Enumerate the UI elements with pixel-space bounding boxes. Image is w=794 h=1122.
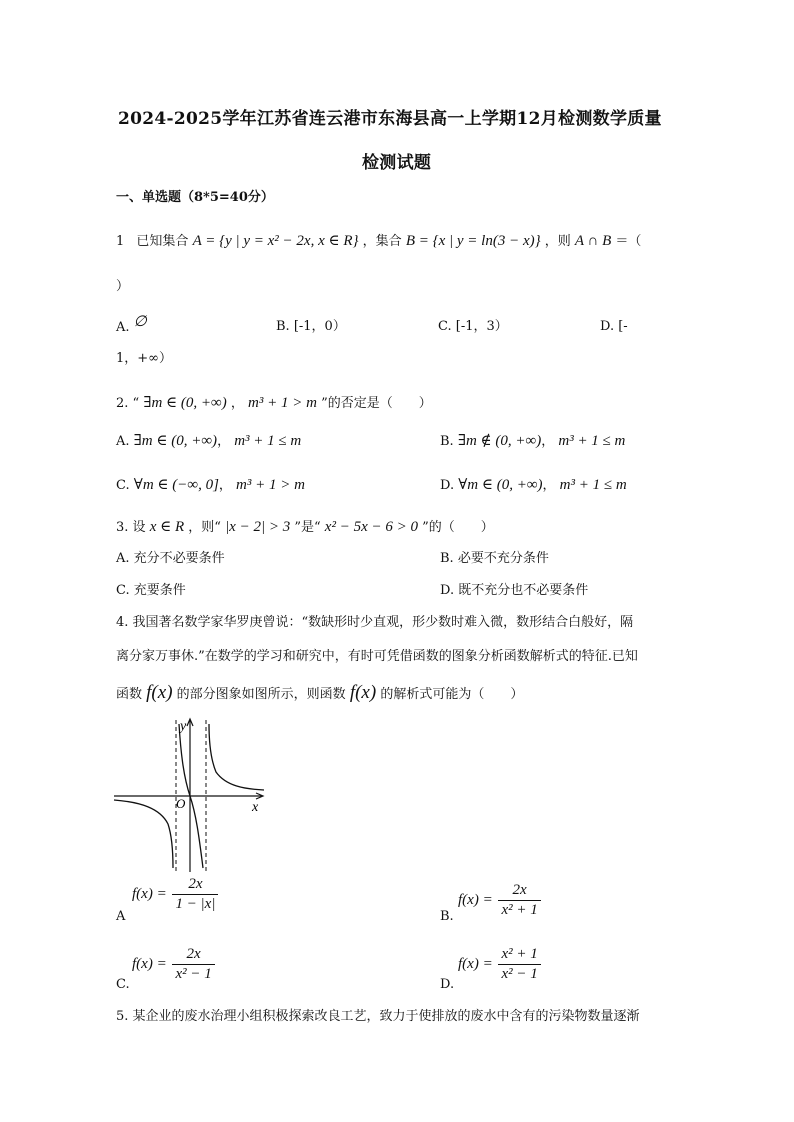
q2-comma: ， — [230, 396, 244, 411]
q4-option-c-label: C. — [116, 977, 130, 992]
q2-a-inequality: m³ + 1 ≤ m — [234, 433, 302, 449]
q2-option-a: A. ∃m ∈ (0, +∞)， m³ + 1 ≤ m — [116, 433, 302, 449]
q1-option-d: D. [- — [600, 319, 628, 334]
numerator: 2x — [188, 876, 203, 892]
section-heading: 一、单选题（8*5=40分） — [116, 190, 274, 205]
q2-c-inequality: m³ + 1 > m — [236, 477, 305, 493]
q1-option-d-continued: 1，+∞） — [116, 351, 172, 366]
intersection-expr: A ∩ B — [574, 233, 612, 249]
q2-inequality: m³ + 1 > m — [248, 395, 317, 411]
q2-option-b: B. ∃m ∉ (0, +∞)， m³ + 1 ≤ m — [440, 433, 626, 449]
option-label: D. — [440, 478, 455, 493]
q2-a-quantifier: ∃m ∈ (0, +∞) — [133, 433, 218, 449]
q3-prefix: 3. 设 — [116, 520, 146, 535]
origin-label: O — [176, 796, 186, 811]
numerator: x² + 1 — [501, 946, 538, 962]
curve-left-branch — [114, 800, 173, 868]
denominator: x² − 1 — [172, 964, 214, 983]
q3-quadratic-inequality: x² − 5x − 6 > 0 — [324, 519, 418, 535]
q2-c-quantifier: ∀m ∈ (−∞, 0] — [133, 477, 219, 493]
q1-close-paren: ） — [116, 279, 130, 294]
q4-line-1: 4. 我国著名数学家华罗庚曾说：“数缺形时少直观，形少数时难入微，数形结合白般好，隔 — [116, 615, 634, 630]
empty-set-symbol: ∅ — [133, 314, 147, 330]
set-b-formula: B = {x | y = ln(3 − x)} — [405, 233, 541, 249]
q3-option-c: C. 充要条件 — [116, 583, 186, 598]
q4-function-symbol: f(x) — [146, 682, 173, 703]
option-label: C. — [116, 478, 130, 493]
q4-function-symbol: f(x) — [349, 682, 377, 703]
q2-suffix: ”的否定是（ ） — [321, 396, 432, 411]
lhs: f(x) = — [458, 955, 493, 972]
q4-option-b-formula — [458, 882, 541, 919]
q3-text-3: ”的（ ） — [422, 520, 494, 535]
option-label: A. — [116, 434, 130, 449]
q2-option-d: D. ∀m ∈ (0, +∞)， m³ + 1 ≤ m — [440, 477, 627, 493]
q4-option-b-label: B. — [440, 909, 454, 924]
q1-text-4: ＝（ — [615, 234, 642, 249]
numerator: 2x — [186, 946, 201, 962]
numerator: 2x — [512, 882, 527, 898]
q2-d-inequality: m³ + 1 ≤ m — [559, 477, 627, 493]
q3-option-b: B. 必要不充分条件 — [440, 551, 549, 566]
q4-option-c-formula — [132, 946, 215, 983]
q2-prefix: 2. “ — [116, 396, 140, 411]
lhs: f(x) = — [458, 891, 493, 908]
q4-option-a-formula — [132, 876, 218, 913]
q2-condition: ∃m ∈ (0, +∞) — [143, 395, 227, 411]
q4-option-d-label: D. — [440, 977, 455, 992]
q1-option-a — [116, 314, 147, 337]
q1-text-1: 已知集合 — [136, 234, 189, 249]
q2-b-quantifier: ∃m ∉ (0, +∞) — [457, 433, 542, 449]
q4-line-2: 离分家万事休.”在数学的学习和研究中，有时可凭借函数的图象分析函数解析式的特征.已知 — [116, 649, 638, 664]
x-axis-label: x — [252, 800, 259, 815]
question-number: 1 — [116, 234, 125, 249]
q4-text-b: 的部分图象如图所示，则函数 — [176, 687, 346, 702]
q1-text-3: ，则 — [544, 234, 571, 249]
q2-option-c: C. ∀m ∈ (−∞, 0]， m³ + 1 > m — [116, 477, 305, 493]
q1-text-2: ，集合 — [362, 234, 402, 249]
page-title-line1: 2024-2025学年江苏省连云港市东海县高一上学期12月检测数学质量 — [118, 109, 662, 129]
q2-b-inequality: m³ + 1 ≤ m — [558, 433, 626, 449]
q4-text-c: 的解析式可能为（ ） — [380, 687, 524, 702]
page-title-line2: 检测试题 — [362, 153, 432, 173]
lhs: f(x) = — [132, 955, 167, 972]
denominator: 1 − |x| — [172, 894, 218, 913]
option-label: A. — [116, 320, 130, 335]
option-label: B. — [440, 434, 454, 449]
q4-line-3 — [116, 684, 523, 704]
set-a-formula: A = {y | y = x² − 2x, x ∈ R} — [192, 233, 359, 249]
q3-domain: x ∈ R — [149, 519, 185, 535]
q4-option-d-formula — [458, 946, 541, 983]
q1-option-c: C. [-1，3） — [438, 319, 508, 334]
q3-option-a: A. 充分不必要条件 — [116, 551, 225, 566]
q2-d-quantifier: ∀m ∈ (0, +∞) — [458, 477, 543, 493]
curve-right-branch — [209, 724, 264, 790]
q4-option-a-label: A — [116, 909, 126, 924]
y-axis-label: y — [180, 719, 187, 734]
function-graph — [110, 716, 270, 876]
q3-option-d: D. 既不充分也不必要条件 — [440, 583, 589, 598]
lhs: f(x) = — [132, 885, 167, 902]
q1-option-b: B. [-1，0） — [276, 319, 346, 334]
denominator: x² + 1 — [498, 900, 540, 919]
question-2-line — [116, 394, 432, 413]
q5-line-1: 5. 某企业的废水治理小组积极探索改良工艺，致力于使排放的废水中含有的污染物数量逐渐 — [116, 1009, 640, 1024]
denominator: x² − 1 — [498, 964, 540, 983]
q4-text-a: 函数 — [116, 687, 143, 702]
q3-text-2: ”是“ — [294, 520, 321, 535]
q3-text-1: ，则“ — [188, 520, 221, 535]
question-1-line — [116, 232, 641, 251]
q3-abs-inequality: |x − 2| > 3 — [225, 519, 291, 535]
question-3-line — [116, 518, 494, 537]
